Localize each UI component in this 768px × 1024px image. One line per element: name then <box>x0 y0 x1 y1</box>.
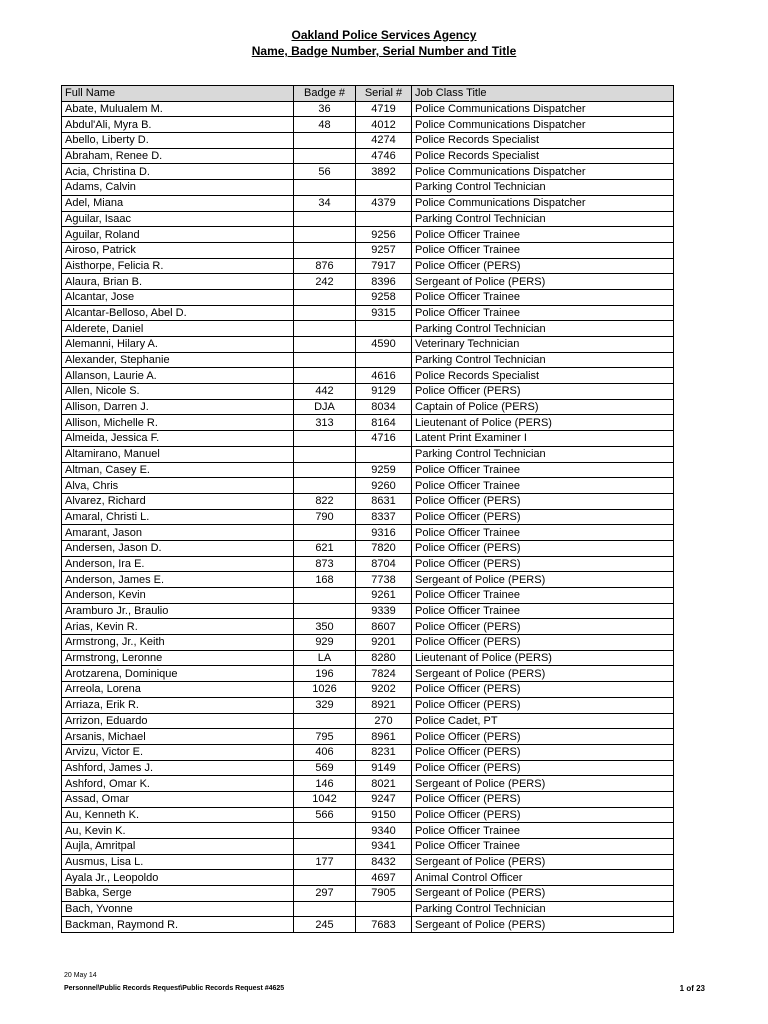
full-name-cell: Aguilar, Roland <box>62 227 294 243</box>
badge-cell <box>294 603 356 619</box>
serial-cell: 9316 <box>356 525 412 541</box>
full-name-cell: Arrizon, Eduardo <box>62 713 294 729</box>
job-title-cell: Police Officer (PERS) <box>412 509 674 525</box>
table-row <box>62 148 674 164</box>
job-title-cell: Sergeant of Police (PERS) <box>412 917 674 933</box>
serial-cell: 7917 <box>356 258 412 274</box>
full-name-cell: Altman, Casey E. <box>62 462 294 478</box>
badge-cell: 146 <box>294 776 356 792</box>
full-name-cell: Allanson, Laurie A. <box>62 368 294 384</box>
table-row <box>62 540 674 556</box>
job-title-cell: Police Officer Trainee <box>412 242 674 258</box>
badge-cell: 442 <box>294 384 356 400</box>
full-name-cell: Babka, Serge <box>62 886 294 902</box>
full-name-cell: Alcantar, Jose <box>62 289 294 305</box>
table-row <box>62 635 674 651</box>
full-name-cell: Allison, Michelle R. <box>62 415 294 431</box>
table-row <box>62 431 674 447</box>
full-name-cell: Adel, Miana <box>62 195 294 211</box>
badge-cell <box>294 180 356 196</box>
table-row <box>62 776 674 792</box>
job-title-cell: Police Officer Trainee <box>412 478 674 494</box>
full-name-cell: Aguilar, Isaac <box>62 211 294 227</box>
document-title: Oakland Police Services Agency <box>291 28 477 42</box>
table-row <box>62 164 674 180</box>
job-title-cell: Police Officer (PERS) <box>412 556 674 572</box>
full-name-cell: Arotzarena, Dominique <box>62 666 294 682</box>
job-title-cell: Parking Control Technician <box>412 321 674 337</box>
badge-cell: 34 <box>294 195 356 211</box>
badge-cell: 177 <box>294 854 356 870</box>
table-row <box>62 556 674 572</box>
serial-cell: 7905 <box>356 886 412 902</box>
table-row <box>62 384 674 400</box>
serial-cell: 4012 <box>356 117 412 133</box>
serial-cell: 9256 <box>356 227 412 243</box>
badge-cell <box>294 446 356 462</box>
table-row <box>62 650 674 666</box>
serial-cell <box>356 211 412 227</box>
job-title-cell: Police Communications Dispatcher <box>412 101 674 117</box>
full-name-cell: Abraham, Renee D. <box>62 148 294 164</box>
badge-cell: 329 <box>294 697 356 713</box>
full-name-cell: Bach, Yvonne <box>62 901 294 917</box>
job-title-cell: Police Officer Trainee <box>412 823 674 839</box>
badge-cell <box>294 839 356 855</box>
table-row <box>62 525 674 541</box>
badge-cell <box>294 289 356 305</box>
serial-cell: 4697 <box>356 870 412 886</box>
serial-cell: 4716 <box>356 431 412 447</box>
full-name-cell: Arreola, Lorena <box>62 682 294 698</box>
table-row <box>62 619 674 635</box>
full-name-cell: Alaura, Brian B. <box>62 274 294 290</box>
serial-cell: 4379 <box>356 195 412 211</box>
job-title-cell: Police Officer Trainee <box>412 462 674 478</box>
job-title-cell: Police Officer (PERS) <box>412 540 674 556</box>
job-title-cell: Police Records Specialist <box>412 368 674 384</box>
badge-cell: 48 <box>294 117 356 133</box>
badge-cell: LA <box>294 650 356 666</box>
badge-cell <box>294 431 356 447</box>
badge-cell <box>294 525 356 541</box>
badge-cell <box>294 337 356 353</box>
serial-cell: 9201 <box>356 635 412 651</box>
full-name-cell: Altamirano, Manuel <box>62 446 294 462</box>
badge-cell: 36 <box>294 101 356 117</box>
serial-cell: 8961 <box>356 729 412 745</box>
serial-cell: 9129 <box>356 384 412 400</box>
table-row <box>62 274 674 290</box>
badge-cell: 1042 <box>294 791 356 807</box>
full-name-cell: Almeida, Jessica F. <box>62 431 294 447</box>
job-title-cell: Police Officer Trainee <box>412 588 674 604</box>
table-row <box>62 337 674 353</box>
table-row <box>62 227 674 243</box>
badge-cell <box>294 227 356 243</box>
document-subtitle: Name, Badge Number, Serial Number and Title <box>251 44 517 58</box>
badge-cell: 168 <box>294 572 356 588</box>
job-title-cell: Police Officer Trainee <box>412 227 674 243</box>
full-name-cell: Alcantar-Belloso, Abel D. <box>62 305 294 321</box>
serial-cell: 4590 <box>356 337 412 353</box>
full-name-cell: Andersen, Jason D. <box>62 540 294 556</box>
badge-cell: 795 <box>294 729 356 745</box>
table-row <box>62 195 674 211</box>
job-title-cell: Parking Control Technician <box>412 352 674 368</box>
badge-cell <box>294 478 356 494</box>
table-row <box>62 289 674 305</box>
table-row <box>62 180 674 196</box>
job-title-cell: Police Officer (PERS) <box>412 744 674 760</box>
serial-cell: 8921 <box>356 697 412 713</box>
serial-cell <box>356 446 412 462</box>
table-row <box>62 713 674 729</box>
serial-cell: 8396 <box>356 274 412 290</box>
job-title-cell: Lieutenant of Police (PERS) <box>412 415 674 431</box>
full-name-cell: Airoso, Patrick <box>62 242 294 258</box>
job-title-cell: Police Officer (PERS) <box>412 493 674 509</box>
table-row <box>62 101 674 117</box>
badge-cell <box>294 305 356 321</box>
full-name-cell: Alexander, Stephanie <box>62 352 294 368</box>
table-row <box>62 760 674 776</box>
badge-cell <box>294 368 356 384</box>
badge-cell <box>294 901 356 917</box>
footer-file-path: Personnel\Public Records Request\Public Records Request #4625 <box>64 985 285 992</box>
full-name-cell: Anderson, Ira E. <box>62 556 294 572</box>
serial-cell <box>356 180 412 196</box>
serial-cell: 7820 <box>356 540 412 556</box>
full-name-cell: Au, Kevin K. <box>62 823 294 839</box>
table-row <box>62 321 674 337</box>
full-name-cell: Alva, Chris <box>62 478 294 494</box>
table-row <box>62 509 674 525</box>
full-name-cell: Ayala Jr., Leopoldo <box>62 870 294 886</box>
full-name-cell: Abello, Liberty D. <box>62 133 294 149</box>
badge-cell: 876 <box>294 258 356 274</box>
job-title-cell: Police Communications Dispatcher <box>412 117 674 133</box>
column-header-serial: Serial # <box>356 86 412 102</box>
column-header-badge: Badge # <box>294 86 356 102</box>
badge-cell: 822 <box>294 493 356 509</box>
badge-cell <box>294 321 356 337</box>
job-title-cell: Sergeant of Police (PERS) <box>412 666 674 682</box>
full-name-cell: Ashford, Omar K. <box>62 776 294 792</box>
full-name-cell: Armstrong, Jr., Keith <box>62 635 294 651</box>
table-row <box>62 446 674 462</box>
serial-cell: 8034 <box>356 399 412 415</box>
serial-cell: 4746 <box>356 148 412 164</box>
serial-cell: 7824 <box>356 666 412 682</box>
job-title-cell: Police Communications Dispatcher <box>412 164 674 180</box>
full-name-cell: Ashford, James J. <box>62 760 294 776</box>
job-title-cell: Sergeant of Police (PERS) <box>412 572 674 588</box>
table-row <box>62 242 674 258</box>
job-title-cell: Police Officer (PERS) <box>412 807 674 823</box>
job-title-cell: Parking Control Technician <box>412 901 674 917</box>
full-name-cell: Assad, Omar <box>62 791 294 807</box>
serial-cell: 8164 <box>356 415 412 431</box>
badge-cell <box>294 211 356 227</box>
job-title-cell: Latent Print Examiner I <box>412 431 674 447</box>
badge-cell <box>294 352 356 368</box>
table-row <box>62 133 674 149</box>
serial-cell: 8280 <box>356 650 412 666</box>
serial-cell: 8337 <box>356 509 412 525</box>
job-title-cell: Parking Control Technician <box>412 211 674 227</box>
serial-cell: 9315 <box>356 305 412 321</box>
job-title-cell: Veterinary Technician <box>412 337 674 353</box>
job-title-cell: Police Officer (PERS) <box>412 697 674 713</box>
table-row <box>62 823 674 839</box>
serial-cell: 9257 <box>356 242 412 258</box>
table-row <box>62 572 674 588</box>
full-name-cell: Backman, Raymond R. <box>62 917 294 933</box>
job-title-cell: Police Officer (PERS) <box>412 258 674 274</box>
badge-cell: 297 <box>294 886 356 902</box>
badge-cell <box>294 713 356 729</box>
job-title-cell: Parking Control Technician <box>412 446 674 462</box>
table-row <box>62 258 674 274</box>
badge-cell: 245 <box>294 917 356 933</box>
badge-cell <box>294 588 356 604</box>
badge-cell <box>294 148 356 164</box>
badge-cell: 313 <box>294 415 356 431</box>
table-row <box>62 211 674 227</box>
full-name-cell: Alvarez, Richard <box>62 493 294 509</box>
table-row <box>62 886 674 902</box>
serial-cell: 9259 <box>356 462 412 478</box>
table-row <box>62 603 674 619</box>
serial-cell: 9339 <box>356 603 412 619</box>
serial-cell: 8607 <box>356 619 412 635</box>
serial-cell: 9340 <box>356 823 412 839</box>
full-name-cell: Au, Kenneth K. <box>62 807 294 823</box>
table-row <box>62 415 674 431</box>
table-row <box>62 666 674 682</box>
table-row <box>62 901 674 917</box>
table-row <box>62 682 674 698</box>
table-row <box>62 697 674 713</box>
full-name-cell: Arriaza, Erik R. <box>62 697 294 713</box>
badge-cell: 790 <box>294 509 356 525</box>
full-name-cell: Alemanni, Hilary A. <box>62 337 294 353</box>
full-name-cell: Aisthorpe, Felicia R. <box>62 258 294 274</box>
job-title-cell: Parking Control Technician <box>412 180 674 196</box>
badge-cell: 242 <box>294 274 356 290</box>
full-name-cell: Arias, Kevin R. <box>62 619 294 635</box>
job-title-cell: Police Cadet, PT <box>412 713 674 729</box>
full-name-cell: Aramburo Jr., Braulio <box>62 603 294 619</box>
full-name-cell: Acia, Christina D. <box>62 164 294 180</box>
full-name-cell: Aujla, Amritpal <box>62 839 294 855</box>
badge-cell: 621 <box>294 540 356 556</box>
job-title-cell: Sergeant of Police (PERS) <box>412 854 674 870</box>
job-title-cell: Police Officer Trainee <box>412 289 674 305</box>
table-row <box>62 588 674 604</box>
job-title-cell: Animal Control Officer <box>412 870 674 886</box>
roster-body <box>62 101 674 932</box>
full-name-cell: Anderson, James E. <box>62 572 294 588</box>
table-row <box>62 462 674 478</box>
full-name-cell: Arvizu, Victor E. <box>62 744 294 760</box>
full-name-cell: Amaral, Christi L. <box>62 509 294 525</box>
full-name-cell: Abdul'Ali, Myra B. <box>62 117 294 133</box>
badge-cell: 1026 <box>294 682 356 698</box>
serial-cell: 8432 <box>356 854 412 870</box>
badge-cell <box>294 133 356 149</box>
job-title-cell: Sergeant of Police (PERS) <box>412 274 674 290</box>
badge-cell: DJA <box>294 399 356 415</box>
table-row <box>62 368 674 384</box>
serial-cell: 8021 <box>356 776 412 792</box>
table-row <box>62 305 674 321</box>
job-title-cell: Police Officer (PERS) <box>412 760 674 776</box>
badge-cell: 873 <box>294 556 356 572</box>
table-row <box>62 917 674 933</box>
full-name-cell: Adams, Calvin <box>62 180 294 196</box>
badge-cell: 350 <box>294 619 356 635</box>
full-name-cell: Abate, Mulualem M. <box>62 101 294 117</box>
serial-cell: 7738 <box>356 572 412 588</box>
serial-cell: 9341 <box>356 839 412 855</box>
badge-cell: 406 <box>294 744 356 760</box>
job-title-cell: Lieutenant of Police (PERS) <box>412 650 674 666</box>
header-row <box>62 86 674 102</box>
badge-cell <box>294 242 356 258</box>
serial-cell: 9149 <box>356 760 412 776</box>
job-title-cell: Police Records Specialist <box>412 148 674 164</box>
serial-cell: 9247 <box>356 791 412 807</box>
full-name-cell: Alderete, Daniel <box>62 321 294 337</box>
job-title-cell: Police Officer (PERS) <box>412 729 674 745</box>
serial-cell: 4719 <box>356 101 412 117</box>
job-title-cell: Police Officer Trainee <box>412 525 674 541</box>
badge-cell: 56 <box>294 164 356 180</box>
badge-cell: 566 <box>294 807 356 823</box>
job-title-cell: Police Officer (PERS) <box>412 619 674 635</box>
job-title-cell: Police Officer (PERS) <box>412 635 674 651</box>
serial-cell: 9261 <box>356 588 412 604</box>
serial-cell: 8231 <box>356 744 412 760</box>
full-name-cell: Allison, Darren J. <box>62 399 294 415</box>
table-row <box>62 352 674 368</box>
job-title-cell: Police Officer (PERS) <box>412 791 674 807</box>
table-row <box>62 854 674 870</box>
serial-cell: 270 <box>356 713 412 729</box>
serial-cell <box>356 352 412 368</box>
job-title-cell: Sergeant of Police (PERS) <box>412 776 674 792</box>
column-header-job-class-title: Job Class Title <box>412 86 674 102</box>
job-title-cell: Captain of Police (PERS) <box>412 399 674 415</box>
badge-cell: 569 <box>294 760 356 776</box>
table-row <box>62 870 674 886</box>
full-name-cell: Ausmus, Lisa L. <box>62 854 294 870</box>
table-row <box>62 729 674 745</box>
table-row <box>62 493 674 509</box>
badge-cell: 196 <box>294 666 356 682</box>
job-title-cell: Police Officer (PERS) <box>412 682 674 698</box>
table-row <box>62 478 674 494</box>
job-title-cell: Police Officer Trainee <box>412 305 674 321</box>
serial-cell: 8631 <box>356 493 412 509</box>
job-title-cell: Police Officer (PERS) <box>412 384 674 400</box>
job-title-cell: Police Officer Trainee <box>412 603 674 619</box>
table-row <box>62 399 674 415</box>
job-title-cell: Sergeant of Police (PERS) <box>412 886 674 902</box>
full-name-cell: Allen, Nicole S. <box>62 384 294 400</box>
footer-page-number: 1 of 23 <box>679 984 705 993</box>
badge-cell: 929 <box>294 635 356 651</box>
full-name-cell: Amarant, Jason <box>62 525 294 541</box>
badge-cell <box>294 823 356 839</box>
full-name-cell: Anderson, Kevin <box>62 588 294 604</box>
job-title-cell: Police Records Specialist <box>412 133 674 149</box>
serial-cell <box>356 901 412 917</box>
badge-cell <box>294 462 356 478</box>
badge-cell <box>294 870 356 886</box>
serial-cell: 8704 <box>356 556 412 572</box>
footer-date: 20 May 14 <box>64 972 97 979</box>
serial-cell: 3892 <box>356 164 412 180</box>
column-header-full-name: Full Name <box>62 86 294 102</box>
serial-cell: 9258 <box>356 289 412 305</box>
roster-table <box>61 85 674 933</box>
serial-cell: 9260 <box>356 478 412 494</box>
table-row <box>62 807 674 823</box>
job-title-cell: Police Officer Trainee <box>412 839 674 855</box>
full-name-cell: Arsanis, Michael <box>62 729 294 745</box>
table-row <box>62 791 674 807</box>
serial-cell: 4274 <box>356 133 412 149</box>
full-name-cell: Armstrong, Leronne <box>62 650 294 666</box>
serial-cell: 4616 <box>356 368 412 384</box>
serial-cell: 7683 <box>356 917 412 933</box>
serial-cell: 9150 <box>356 807 412 823</box>
serial-cell: 9202 <box>356 682 412 698</box>
table-row <box>62 744 674 760</box>
job-title-cell: Police Communications Dispatcher <box>412 195 674 211</box>
table-row <box>62 839 674 855</box>
table-row <box>62 117 674 133</box>
serial-cell <box>356 321 412 337</box>
